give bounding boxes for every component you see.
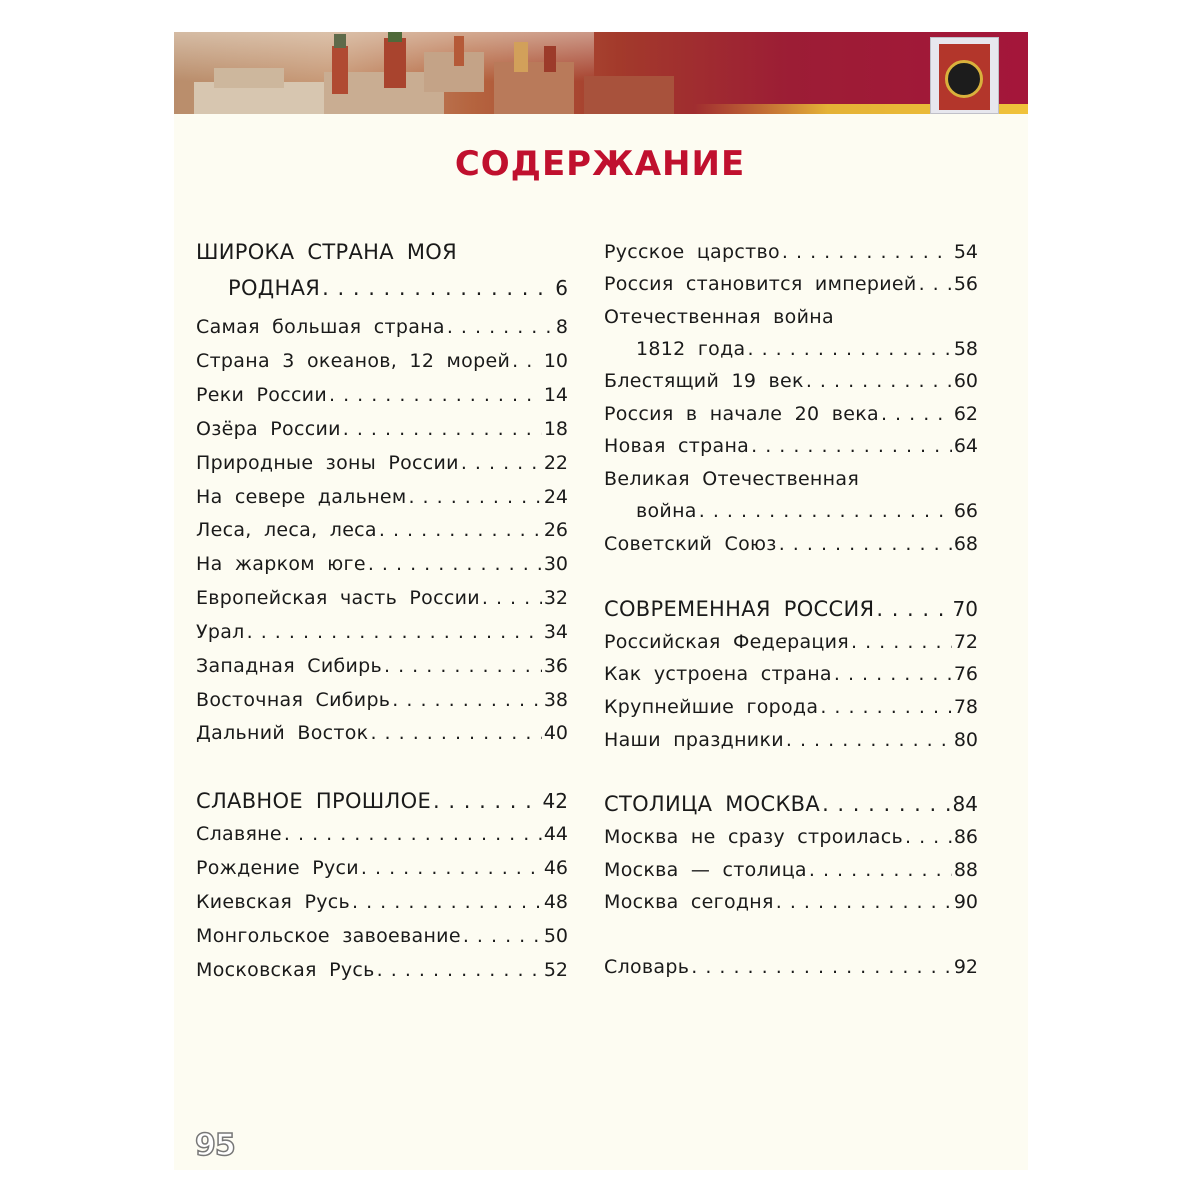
toc-entry[interactable]: Дальний Восток . . . 40 — [196, 722, 568, 752]
toc-entry[interactable]: Русское царство . . . 54 — [604, 241, 978, 271]
toc-entry[interactable]: Урал . . . 34 — [196, 621, 568, 651]
toc-entry[interactable]: Блестящий 19 век . . . 60 — [604, 370, 978, 400]
toc-entry[interactable]: Страна 3 океанов, 12 морей . . . 10 — [196, 350, 568, 380]
clock-icon — [945, 60, 983, 98]
toc-entry[interactable]: Российская Федерация . . . 72 — [604, 631, 978, 661]
toc-entry[interactable]: На жарком юге . . . 30 — [196, 553, 568, 583]
toc-entry-line: Великая Отечественная — [604, 468, 860, 490]
toc-entry[interactable]: Природные зоны России . . . 22 — [196, 452, 568, 482]
toc-entry-line: Отечественная война — [604, 306, 834, 328]
toc-section-heading[interactable]: СЛАВНОЕ ПРОШЛОЕ . . . 42 — [196, 789, 568, 819]
toc-entry[interactable]: Рождение Руси . . . 46 — [196, 857, 568, 887]
toc-entry[interactable]: Леса, леса, леса . . . 26 — [196, 519, 568, 549]
kremlin-banner-image — [174, 32, 1028, 114]
toc-entry[interactable]: На севере дальнем . . . 24 — [196, 486, 568, 516]
toc-entry[interactable]: Крупнейшие города . . . 78 — [604, 696, 978, 726]
toc-entry[interactable]: Москва — столица . . . 88 — [604, 859, 978, 889]
toc-entry[interactable]: Монгольское завоевание . . . 50 — [196, 925, 568, 955]
toc-section-heading: ШИРОКА СТРАНА МОЯ — [196, 240, 457, 264]
spasskaya-tower-image — [930, 37, 999, 114]
toc-entry[interactable]: Западная Сибирь . . . 36 — [196, 655, 568, 685]
toc-entry[interactable]: 1812 года . . . 58 — [604, 338, 978, 368]
toc-entry[interactable]: Московская Русь . . . 52 — [196, 959, 568, 989]
toc-entry[interactable]: Новая страна . . . 64 — [604, 435, 978, 465]
toc-entry[interactable]: Россия в начале 20 века . . . 62 — [604, 403, 978, 433]
toc-entry[interactable]: Восточная Сибирь . . . 38 — [196, 689, 568, 719]
toc-entry[interactable]: Советский Союз . . . 68 — [604, 533, 978, 563]
toc-entry[interactable]: Озёра России . . . 18 — [196, 418, 568, 448]
toc-section-heading[interactable]: СОВРЕМЕННАЯ РОССИЯ . . . 70 — [604, 597, 978, 627]
toc-entry[interactable]: РОДНАЯ . . . 6 — [196, 276, 568, 306]
toc-entry[interactable]: Европейская часть России . . . 32 — [196, 587, 568, 617]
toc-entry[interactable]: Москва не сразу строилась . . . 86 — [604, 826, 978, 856]
toc-entry[interactable]: Славяне . . . 44 — [196, 823, 568, 853]
toc-entry[interactable]: Киевская Русь . . . 48 — [196, 891, 568, 921]
toc-entry[interactable]: Словарь . . . 92 — [604, 956, 978, 986]
toc-entry[interactable]: Наши праздники . . . 80 — [604, 729, 978, 759]
toc-entry[interactable]: война . . . 66 — [604, 500, 978, 530]
toc-section-heading[interactable]: СТОЛИЦА МОСКВА . . . 84 — [604, 792, 978, 822]
toc-entry[interactable]: Россия становится империей . . . 56 — [604, 273, 978, 303]
toc-entry[interactable]: Москва сегодня . . . 90 — [604, 891, 978, 921]
toc-entry[interactable]: Как устроена страна . . . 76 — [604, 663, 978, 693]
toc-entry[interactable]: Реки России . . . 14 — [196, 384, 568, 414]
page-title: СОДЕРЖАНИЕ — [454, 144, 746, 184]
toc-entry[interactable]: Самая большая страна . . . 8 — [196, 316, 568, 346]
page-number: 95 — [195, 1128, 235, 1163]
